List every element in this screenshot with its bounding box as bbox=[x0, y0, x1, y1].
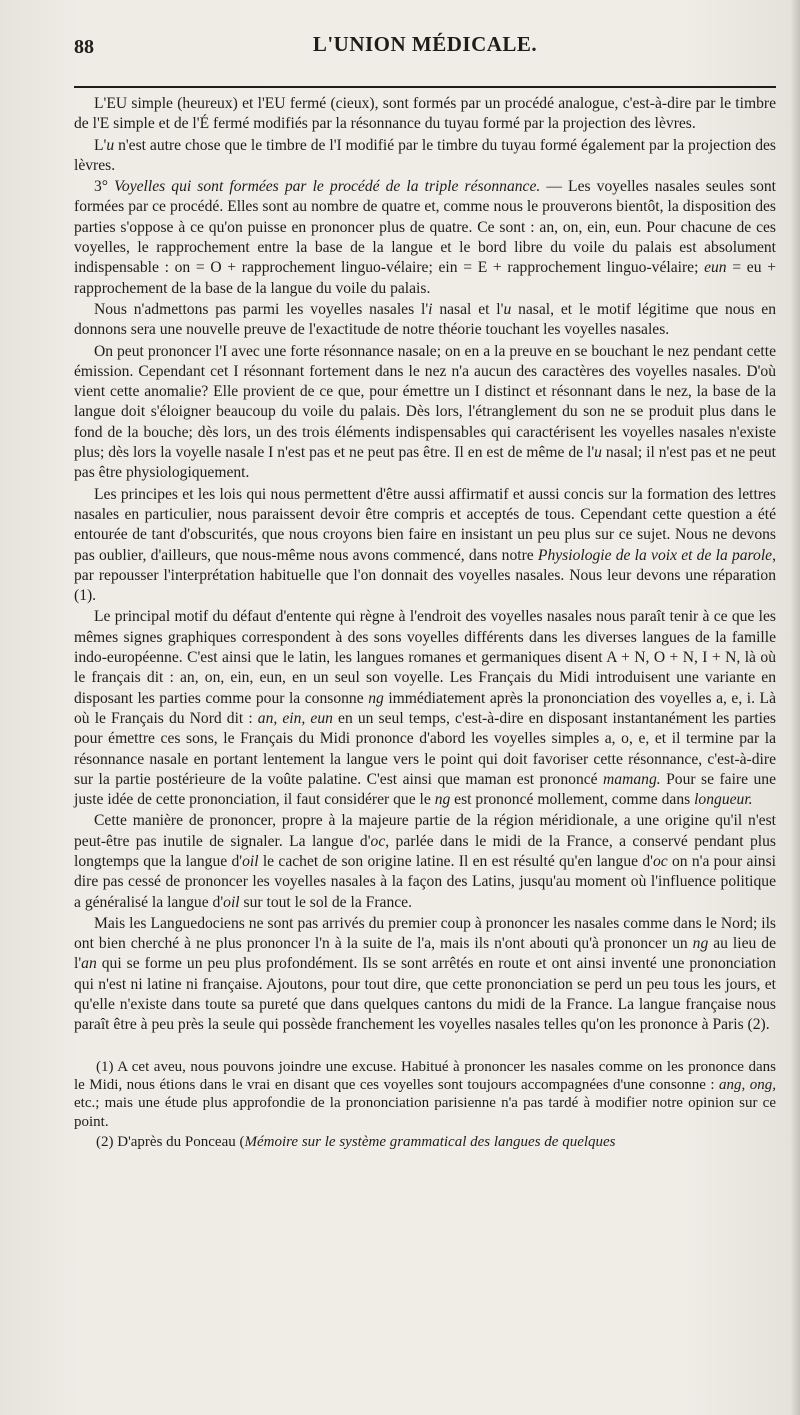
italic-run: Mémoire sur le système grammatical des langues de quelques bbox=[244, 1134, 616, 1151]
paragraph bbox=[74, 342, 776, 484]
paragraph bbox=[74, 485, 776, 607]
paragraph bbox=[74, 136, 776, 177]
footnote bbox=[74, 1133, 776, 1151]
italic-run: u bbox=[106, 136, 115, 154]
italic-run: ng bbox=[692, 935, 709, 953]
italic-run: mamang. bbox=[603, 770, 661, 788]
text-run: (1) A cet aveu, nous pouvons joindre une excuse. Habitué à prononcer les nasales comme on les prononce dans le Midi, nous étions dans le vrai en disant que ces voyelles sont toujours accompagnées d'une consonne : bbox=[74, 1058, 776, 1094]
text-run: 3° bbox=[94, 178, 115, 196]
text-run: en un seul temps, c'est-à-dire en disposant instantanément les parties pour émettre ces sons, le Français du Midi prononce d'abord les voyelles simples a, o, e, et il termine par la résonnance nasale en portant lentement la langue vers le point qui doit favoriser cette résonnance, c'est-à-dire sur la partie postérieure de la voûte palatine. C'est ainsi que maman est prononcé bbox=[74, 709, 776, 788]
italic-run: oil bbox=[242, 852, 259, 870]
text-run: On peut prononcer l'I avec une forte résonnance nasale; on en a la preuve en se bouchant le nez pendant cette émission. Cependant cet I résonnant fortement dans le nez n'a aucun des caractères des voyelles nasales. D'où vient cette anomalie? Elle provient de ce que, pour émettre un I distinct et résonnant dans le nez, la base de la langue doit s'éloigner beaucoup du voile du palais. Dès lors, l'étranglement du son ne se produit plus dans le fond de la bouche; dès lors, un des trois éléments indispensables qui caractérisent les voyelles nasales n'existe plus; dès lors la voyelle nasale I n'est pas et ne peut pas être. Il en est de même de l' bbox=[74, 342, 776, 462]
italic-run: an bbox=[81, 955, 97, 973]
paragraph bbox=[74, 300, 776, 341]
text-run: le cachet de son origine latine. Il en est résulté qu'en langue d' bbox=[258, 852, 653, 870]
running-title: L'UNION MÉDICALE. bbox=[312, 32, 538, 56]
text-run: n'est autre chose que le timbre de l'I modifié par le timbre du tuyau formé également par la projection des lèvres. bbox=[74, 136, 776, 174]
header-rule bbox=[74, 86, 776, 88]
italic-run: ng bbox=[368, 689, 384, 707]
text-run: L'EU simple (heureux) et l'EU fermé (cieux), sont formés par un procédé analogue, c'est-à-dire par le timbre de l'E simple et de l'É fermé modifiés par la résonnance du tuyau formé par la projection des lèvres. bbox=[74, 95, 776, 133]
paragraph bbox=[74, 177, 776, 299]
italic-run: Voyelles qui sont formées par le procédé de la triple résonnance. bbox=[114, 178, 541, 196]
text-run: nasal, et le motif légitime que nous en donnons sera une nouvelle preuve de l'exactitude de notre théorie touchant les voyelles nasales. bbox=[74, 300, 776, 339]
page-edge-shadow bbox=[790, 0, 800, 1415]
text-run: Nous n'admettons pas parmi les voyelles nasales l' bbox=[94, 300, 429, 318]
text-run: immédiatement après la prononciation des voyelles a, e, i. Là où le Français du Nord dit : bbox=[74, 689, 777, 727]
italic-run: an, ein, eun bbox=[257, 709, 333, 727]
paragraph bbox=[74, 914, 776, 1036]
text-run: L' bbox=[94, 136, 107, 154]
text-run: Le principal motif du défaut d'entente qui règne à l'endroit des voyelles nasales nous paraît tenir à ce que les mêmes signes graphiques correspondent à des sons voyelles différents dans les diverses langues de la famille indo-européenne. C'est ainsi que le latin, les langues romanes et germaniques disent A + N, O + N, I + N, là où le français dit : an, on, ein, eun, en un seul son voyelle. Les Français du Midi introduisent une variante en disposant les parties comme pour la consonne bbox=[74, 608, 776, 707]
text-run: — Les voyelles nasales seules sont formées par ce procédé. Elles sont au nombre de quatre et, comme nous le prouverons bientôt, la disposition des parties s'oppose à ce qu'on puisse en prononcer plus de quatre. Ce sont : an, on, ein, eun. Pour chacune de ces voyelles, le rapprochement entre la base de la langue et le bord libre du voile du palais est absolument indispensable : on = O + rapprochement linguo-vélaire; ein = E + rapprochement linguo-vélaire; bbox=[74, 178, 776, 277]
text-run: est prononcé mollement, comme dans bbox=[450, 791, 695, 809]
page-number: 88 bbox=[74, 36, 94, 58]
italic-run: oc bbox=[370, 832, 386, 850]
text-run: Les principes et les lois qui nous permettent d'être aussi affirmatif et aussi concis sur la formation des lettres nasales en particulier, nous paraissent devoir être compris et acceptés de tous. Cependant cette question a été entourée de tant d'obscurités, que nous croyons bien faire en insistant un peu plus sur ce sujet. Nous ne devons pas oublier, d'ailleurs, que nous-même nous avons commencé, dans notre bbox=[74, 485, 776, 564]
footnotes bbox=[74, 1058, 776, 1152]
text-run: nasal et l' bbox=[432, 300, 504, 318]
text-run: qui se forme un peu plus profondément. Ils se sont arrêtés en route et ont ainsi inventé une prononciation qui n'est ni latine ni française. Ajoutons, pour tout dire, que cette prononciation se perd un peu tous les jours, et qu'elle n'existe dans toute sa pureté que dans quelques cantons du midi de la France. La langue française nous paraît être à peu près la seule qui possède franchement les voyelles nasales telles qu'on les prononce à Paris (2). bbox=[74, 955, 776, 1034]
paragraph bbox=[74, 607, 776, 810]
text-run: Cette manière de prononcer, propre à la majeure partie de la région méridionale, a une origine qu'il n'est peut-être pas inutile de signaler. La langue d' bbox=[74, 812, 776, 850]
text-run: etc.; mais une étude plus approfondie de la prononciation parisienne n'a pas tardé à modifier notre opinion sur ce point. bbox=[74, 1095, 776, 1130]
italic-run: longueur. bbox=[694, 791, 753, 809]
text-run: , parlée dans le midi de la France, a conservé pendant plus longtemps que la langue d' bbox=[74, 832, 776, 870]
italic-run: oil bbox=[223, 893, 240, 911]
text-run: nasal; il n'est pas et ne peut pas être physiologiquement. bbox=[74, 444, 776, 482]
text-run: = eu + rapprochement de la base de la langue du voile du palais. bbox=[74, 259, 776, 297]
italic-run: oc bbox=[652, 852, 668, 870]
article-body bbox=[74, 94, 776, 1036]
page-header bbox=[74, 28, 776, 62]
text-run: , par repousser l'interprétation habituelle que l'on donnait des voyelles nasales. Nous leur devons une réparation (1). bbox=[74, 546, 776, 605]
italic-run: u bbox=[594, 444, 602, 462]
italic-run: Physiologie de la voix et de la parole bbox=[537, 546, 773, 564]
italic-run: eun bbox=[704, 259, 727, 277]
paragraph bbox=[74, 94, 776, 135]
italic-run: ng bbox=[434, 791, 451, 809]
text-run: au lieu de l' bbox=[74, 935, 776, 973]
text-run: on n'a pour ainsi dire pas cessé de prononcer les voyelles nasales à la façon des Latins, jusqu'au moment où l'influence politique a généralisé la langue d' bbox=[74, 852, 776, 911]
text-run: Mais les Languedociens ne sont pas arrivés du premier coup à prononcer les nasales comme dans le Nord; ils ont bien cherché à ne plus prononcer l'n à la suite de l'a, mais ils n'ont abouti qu'à prononcer un bbox=[74, 914, 776, 953]
italic-run: u bbox=[503, 300, 512, 318]
paragraph bbox=[74, 811, 776, 912]
text-run: Pour se faire une juste idée de cette prononciation, il faut considérer que le bbox=[74, 770, 776, 809]
text-run: sur tout le sol de la France. bbox=[239, 893, 412, 911]
italic-run: i bbox=[428, 300, 433, 318]
footnote bbox=[74, 1058, 776, 1132]
text-run: (2) D'après du Ponceau ( bbox=[96, 1134, 245, 1151]
italic-run: ang, ong, bbox=[719, 1077, 776, 1094]
